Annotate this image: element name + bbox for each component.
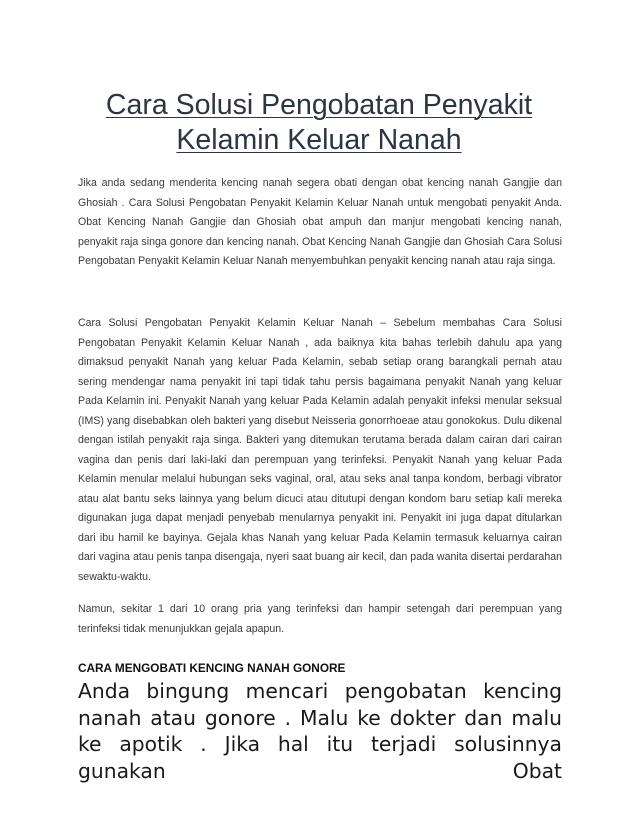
intro-paragraph: Jika anda sedang menderita kencing nanah segera obati dengan obat kencing nanah Gangjie dan Ghosiah . Cara Solusi Pengobatan Penyakit Kelamin Keluar Nanah untuk mengobati penyakit Anda. Obat Kencing Nanah Gangjie dan Ghosiah obat ampuh dan manjur mengobati kencing nanah, penyakit raja singa gonore dan kencing nanah. Obat Kencing Nanah Gangjie dan Ghosiah Cara Solusi Pengobatan Penyakit Kelamin Keluar Nanah menyembuhkan penyakit kencing nanah atau raja singa. [78, 177, 562, 267]
explanation-paragraph: Cara Solusi Pengobatan Penyakit Kelamin Keluar Nanah – Sebelum membahas Cara Solusi Pengobatan Penyakit Kelamin Keluar Nanah , ada baiknya kita bahas terlebih dahulu apa yang dimaksud penyakit Nanah yang keluar Pada Kelamin, sebab setiap orang barangkali pernah atau sering mendengar nama penyakit ini tapi tidak tahu persis bagaimana penyakit Nanah yang keluar Pada Kelamin ini. Penyakit Nanah yang keluar Pada Kelamin adalah penyakit infeksi menular seksual (IMS) yang disebabkan oleh bakteri yang disebut Neisseria gonorrhoeae atau gonokokus. Dulu dikenal dengan istilah penyakit raja singa. Bakteri yang ditemukan terutama berada dalam cairan dari cairan vagina dan penis dari laki-laki dan perempuan yang terinfeksi. Penyakit Nanah yang keluar Pada Kelamin menular melalui hubungan seks vaginal, oral, atau seks anal tanpa kondom, berbagi vibrator atau alat bantu seks lainnya yang belum dicuci atau ditutupi dengan kondom baru setiap kali mereka digunakan juga dapat menjadi penyebab menularnya penyakit ini. Penyakit ini juga dapat ditularkan dari ibu hamil ke bayinya. Gejala khas Nanah yang keluar Pada Kelamin termasuk keluarnya cairan dari vagina atau penis tanpa disengaja, nyeri saat buang air kecil, dan pada wanita disertai perdarahan sewaktu-waktu. [78, 317, 562, 583]
statistic-paragraph: Namun, sekitar 1 dari 10 orang pria yang terinfeksi dan hampir setengah dari perempuan yang terinfeksi tidak menunjukkan gejala apapun. [78, 603, 562, 635]
section-heading: CARA MENGOBATI KENCING NANAH GONORE [78, 661, 346, 675]
lead-text: Anda bingung mencari pengobatan kencing nanah atau gonore . Malu ke dokter dan malu ke apotik . Jika hal itu terjadi solusinnya gunakan Obat [78, 679, 562, 783]
document-title: Cara Solusi Pengobatan Penyakit Kelamin Keluar Nanah [105, 89, 533, 156]
